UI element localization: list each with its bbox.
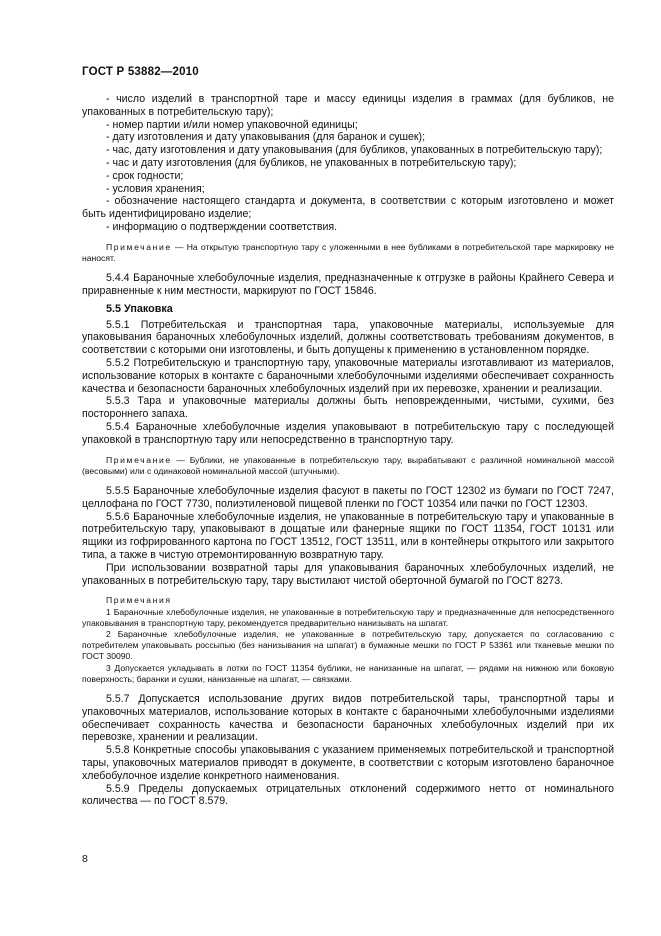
document-header: ГОСТ Р 53882—2010 [82, 66, 199, 78]
clause-5-5-8: 5.5.8 Конкретные способы упаковывания с указанием применяемых потребительской и транспортной тары, упаковочных материалов приводят в документе, в соответствии с которым изготовлено бараночное хлебобулочное изделие конкретного наименования. [82, 744, 614, 782]
clause-5-5-2: 5.5.2 Потребительскую и транспортную тару, упаковочные материалы изготавливают из материалов, использование которых в контакте с бараночными хлебобулочными изделиями обеспечивает сохранность качества и безопасности бараночных хлебобулочных изделий при их перевозке, хранении и реализации. [82, 356, 614, 395]
marking-list [82, 93, 614, 234]
note-item: 1 Бараночные хлебобулочные изделия, не упакованные в потребительскую тару и предназначенные для непосредственного упаковывания в транспортную тару, рекомендуется предварительно нанизывать на шпагат. [82, 606, 614, 628]
page-number: 8 [82, 853, 88, 865]
note-bubliki-mass [82, 455, 614, 477]
clause-5-5-7: 5.5.7 Допускается использование других видов потребительской тары, транспортной тары и упаковочных материалов, использование которых в контакте с бараночными хлебобулочными изделиями обеспечивает сохранность качества и безопасности бараночных хлебобулочных изделий при их перевозке, хранении и реализации. [82, 692, 614, 744]
note-item: 2 Бараночные хлебобулочные изделия, не упакованные в потребительскую тару, допускается по согласованию с потребителем упаковывать россыпью (без нанизывания на шпагат) в бумажные мешки по ГОСТ Р 53361 или тканевые мешки по ГОСТ 30090. [82, 628, 614, 662]
clause-5-5-3: 5.5.3 Тара и упаковочные материалы должны быть неповрежденными, чистыми, сухими, без постороннего запаха. [82, 395, 614, 421]
list-item: - число изделий в транспортной таре и массу единицы изделия в граммах (для бубликов, не упакованных в потребительскую тару); [82, 93, 614, 118]
section-heading-5-5: 5.5 Упаковка [106, 302, 173, 315]
note-item: 3 Допускается укладывать в лотки по ГОСТ 11354 бублики, не нанизанные на шпагат, — рядами на нижнюю или боковую поверхность; баранки и сушки, нанизанные на шпагат, — связками. [82, 662, 614, 684]
list-item: - условия хранения; [106, 182, 205, 195]
document-body [82, 93, 614, 808]
list-item: - дату изготовления и дату упаковывания (для баранок и сушек); [106, 131, 426, 144]
note-text: — Бублики, не упакованные в потребительскую тару, вырабатывают с различной номинальной массой (весовыми) или с одинаковой номинальной массой (штучными). [82, 454, 614, 476]
notes-heading: Примечания [106, 595, 172, 606]
clause-5-5-6: 5.5.6 Бараночные хлебобулочные изделия, не упакованные в потребительскую тару и упакованные в потребительскую тару, упаковывают в дощатые или фанерные ящики по ГОСТ 11354, ГОСТ 10131 или ящики из гофрированного картона по ГОСТ 13512, ГОСТ 13511, или в контейнеры открытого или закрытого типа, а также в чистую отремонтированную возвратную тару. [82, 510, 614, 561]
clause-5-5-6-continued: При использовании возвратной тары для упаковывания бараночных хлебобулочных изделий, не упакованных в потребительскую тару, тару выстилают чистой оберточной бумагой по ГОСТ 8273. [82, 561, 614, 587]
list-item: - срок годности; [106, 169, 184, 182]
clause-5-5-9: 5.5.9 Пределы допускаемых отрицательных отклонений содержимого нетто от номинального количества — по ГОСТ 8.579. [82, 782, 614, 808]
clause-5-5-1: 5.5.1 Потребительская и транспортная тара, упаковочные материалы, используемые для упаковывания бараночных хлебобулочных изделий, должны соответствовать требованиям документов, в соответствии с которыми они изготовлены, и быть допущены к применению в установленном порядке. [82, 318, 614, 357]
note-label: Примечание [106, 454, 172, 465]
list-item: - информацию о подтверждении соответствия. [106, 220, 338, 233]
clause-5-4-4: 5.4.4 Бараночные хлебобулочные изделия, предназначенные к отгрузке в районы Крайнего Севера и приравненные к ним местности, маркируют по ГОСТ 15846. [82, 272, 614, 297]
list-item: - номер партии и/или номер упаковочной единицы; [106, 118, 358, 131]
note-text: — На открытую транспортную тару с уложенными в нее бубликами в потребительской таре маркировку не наносят. [82, 241, 614, 263]
clause-5-5-5: 5.5.5 Бараночные хлебобулочные изделия фасуют в пакеты по ГОСТ 12302 из бумаги по ГОСТ 7247, целлофана по ГОСТ 7730, полиэтиленовой пищевой пленки по ГОСТ 10354 или пачки по ГОСТ 12303. [82, 484, 614, 510]
list-item: - обозначение настоящего стандарта и документа, в соответствии с которым изготовлено и может быть идентифицировано изделие; [82, 195, 614, 221]
note-label: Примечание [106, 241, 172, 252]
note-open-tare [82, 242, 614, 264]
clause-5-5-4: 5.5.4 Бараночные хлебобулочные изделия упаковывают в потребительскую тару с последующей упаковкой в транспортную тару или непосредственно в транспортную тару. [82, 420, 614, 446]
notes-block [82, 595, 614, 685]
list-item: - час, дату изготовления и дату упаковывания (для бубликов, упакованных в потребительскую тару); [106, 144, 603, 157]
list-item: - час и дату изготовления (для бубликов, не упакованных в потребительскую тару); [106, 156, 517, 169]
